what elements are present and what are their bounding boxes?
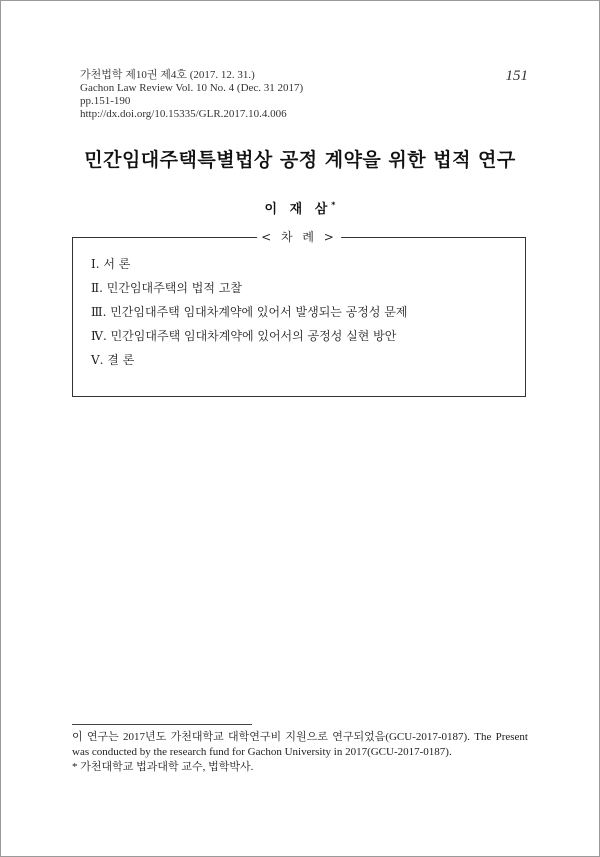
toc-item-1: Ⅰ. 서 론 bbox=[91, 257, 131, 271]
journal-info-english: Gachon Law Review Vol. 10 No. 4 (Dec. 31 2017) bbox=[80, 82, 304, 94]
journal-info-pages: pp.151-190 bbox=[80, 95, 131, 107]
author-footnote: * 가천대학교 법과대학 교수, 법학박사. bbox=[72, 761, 254, 773]
toc-item-2: Ⅱ. 민간임대주택의 법적 고찰 bbox=[91, 281, 242, 295]
paper-title: 민간임대주택특별법상 공정 계약을 위한 법적 연구 bbox=[84, 149, 516, 171]
author-name: 이 재 삼 bbox=[264, 202, 332, 217]
funding-footnote: 이 연구는 2017년도 가천대학교 대학연구비 지원으로 연구되었음(GCU-2017-0187). The Present was conducted by the research fund for Gachon University in 2017(GCU-2017-0187). bbox=[72, 731, 528, 758]
journal-info-doi[interactable]: http://dx.doi.org/10.15335/GLR.2017.10.4.006 bbox=[80, 108, 287, 120]
toc-item-3: Ⅲ. 민간임대주택 임대차계약에 있어서 발생되는 공정성 문제 bbox=[91, 305, 408, 319]
author-line bbox=[0, 198, 600, 217]
table-of-contents bbox=[72, 230, 526, 397]
footnotes bbox=[72, 730, 528, 775]
toc-list bbox=[91, 252, 407, 372]
toc-item-5: Ⅴ. 결 론 bbox=[91, 353, 135, 367]
footnote-divider bbox=[72, 724, 252, 725]
toc-heading: < 차 례 > bbox=[257, 228, 341, 245]
journal-info-korean: 가천법학 제10권 제4호 (2017. 12. 31.) bbox=[80, 69, 255, 81]
page-number: 151 bbox=[505, 68, 528, 84]
author-footnote-marker: * bbox=[331, 200, 336, 210]
toc-item-4: Ⅳ. 민간임대주택 임대차계약에 있어서의 공정성 실현 방안 bbox=[91, 329, 397, 343]
journal-info bbox=[80, 69, 303, 121]
